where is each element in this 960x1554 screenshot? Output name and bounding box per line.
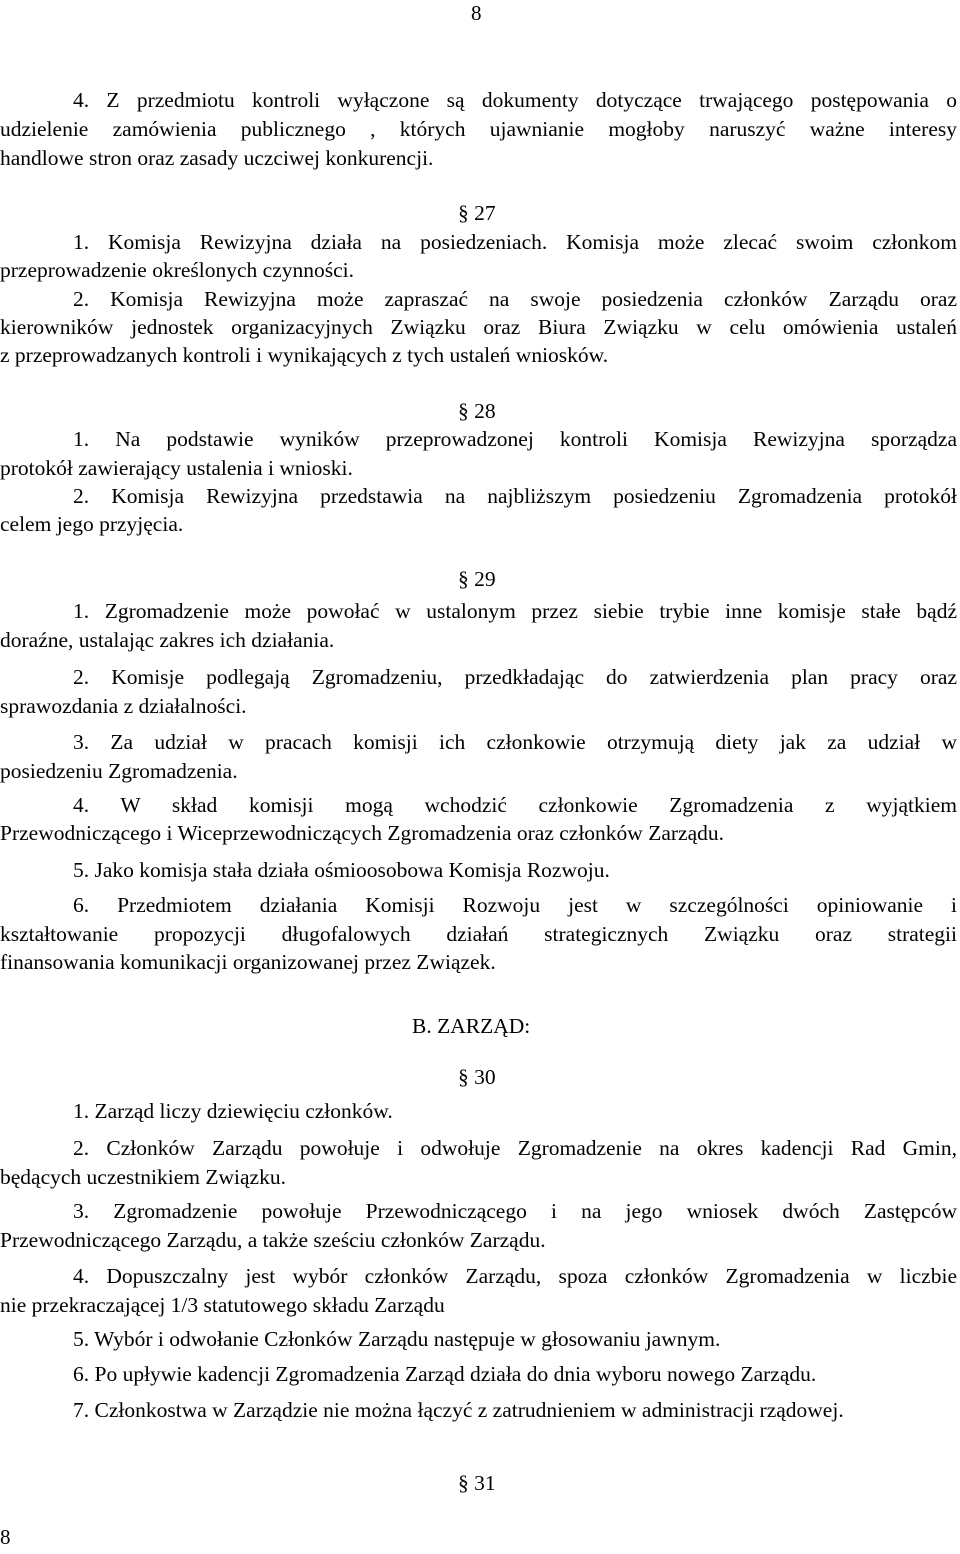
page-number-top: 8 — [471, 1, 482, 25]
paragraph-line: 1. Na podstawie wyników przeprowadzonej kontroli Komisja Rewizyjna sporządza — [73, 427, 957, 451]
paragraph-line: z przeprowadzanych kontroli i wynikających z tych ustaleń wniosków. — [0, 343, 609, 367]
paragraph-line: 5. Jako komisja stała działa ośmioosobowa Komisja Rozwoju. — [73, 858, 610, 882]
paragraph-line: kierowników jednostek organizacyjnych Związku oraz Biura Związku w celu omówienia ustaleń — [0, 315, 957, 339]
paragraph-line: 6. Po upływie kadencji Zgromadzenia Zarząd działa do dnia wyboru nowego Zarządu. — [73, 1362, 817, 1386]
paragraph-line: handlowe stron oraz zasady uczciwej konkurencji. — [0, 146, 434, 170]
paragraph-line: 1. Komisja Rewizyjna działa na posiedzeniach. Komisja może zlecać swoim członkom — [73, 230, 957, 254]
paragraph-line: 2. Komisje podlegają Zgromadzeniu, przedkładając do zatwierdzenia plan pracy oraz — [73, 665, 957, 689]
paragraph-line: protokół zawierający ustalenia i wnioski. — [0, 456, 353, 480]
paragraph-line: 7. Członkostwa w Zarządzie nie można łączyć z zatrudnieniem w administracji rządowej. — [73, 1398, 844, 1422]
paragraph-line: 3. Za udział w pracach komisji ich członkowie otrzymują diety jak za udział w — [73, 730, 957, 754]
section-heading: § 30 — [458, 1065, 496, 1089]
paragraph-line: udzielenie zamówienia publicznego , których ujawnianie mogłoby naruszyć ważne interesy — [0, 117, 957, 141]
section-heading: § 27 — [458, 201, 496, 225]
paragraph-line: Przewodniczącego Zarządu, a także sześciu członków Zarządu. — [0, 1228, 546, 1252]
paragraph-line: 2. Komisja Rewizyjna przedstawia na najbliższym posiedzeniu Zgromadzenia protokół — [73, 484, 957, 508]
paragraph-line: Przewodniczącego i Wiceprzewodniczących Zgromadzenia oraz członków Zarządu. — [0, 821, 724, 845]
paragraph-line: 5. Wybór i odwołanie Członków Zarządu następuje w głosowaniu jawnym. — [73, 1327, 721, 1351]
paragraph-line: 3. Zgromadzenie powołuje Przewodniczącego i na jego wniosek dwóch Zastępców — [73, 1199, 957, 1223]
paragraph-line: 1. Zgromadzenie może powołać w ustalonym przez siebie trybie inne komisje stałe bądź — [73, 599, 957, 623]
paragraph-line: będących uczestnikiem Związku. — [0, 1165, 286, 1189]
paragraph-line: 2. Członków Zarządu powołuje i odwołuje Zgromadzenie na okres kadencji Rad Gmin, — [73, 1136, 957, 1160]
paragraph-line: finansowania komunikacji organizowanej przez Związek. — [0, 950, 496, 974]
paragraph-line: 2. Komisja Rewizyjna może zapraszać na swoje posiedzenia członków Zarządu oraz — [73, 287, 957, 311]
paragraph-line: nie przekraczającej 1/3 statutowego składu Zarządu — [0, 1293, 445, 1317]
section-heading: § 31 — [458, 1471, 496, 1495]
paragraph-line: 4. Dopuszczalny jest wybór członków Zarządu, spoza członków Zgromadzenia w liczbie — [73, 1264, 957, 1288]
chapter-heading: B. ZARZĄD: — [412, 1014, 531, 1038]
section-heading: § 29 — [458, 567, 496, 591]
paragraph-line: celem jego przyjęcia. — [0, 512, 184, 536]
paragraph-line: 6. Przedmiotem działania Komisji Rozwoju jest w szczególności opiniowanie i — [73, 893, 957, 917]
paragraph-line: sprawozdania z działalności. — [0, 694, 247, 718]
paragraph-line: kształtowanie propozycji długofalowych działań strategicznych Związku oraz strategii — [0, 922, 957, 946]
page-number-bottom: 8 — [0, 1525, 11, 1549]
section-heading: § 28 — [458, 399, 496, 423]
paragraph-line: 4. W skład komisji mogą wchodzić członkowie Zgromadzenia z wyjątkiem — [73, 793, 957, 817]
paragraph-line: posiedzeniu Zgromadzenia. — [0, 759, 238, 783]
paragraph-line: przeprowadzenie określonych czynności. — [0, 258, 355, 282]
paragraph-line: 4. Z przedmiotu kontroli wyłączone są dokumenty dotyczące trwającego postępowania o — [73, 88, 957, 112]
paragraph-line: 1. Zarząd liczy dziewięciu członków. — [73, 1099, 393, 1123]
paragraph-line: doraźne, ustalając zakres ich działania. — [0, 628, 335, 652]
